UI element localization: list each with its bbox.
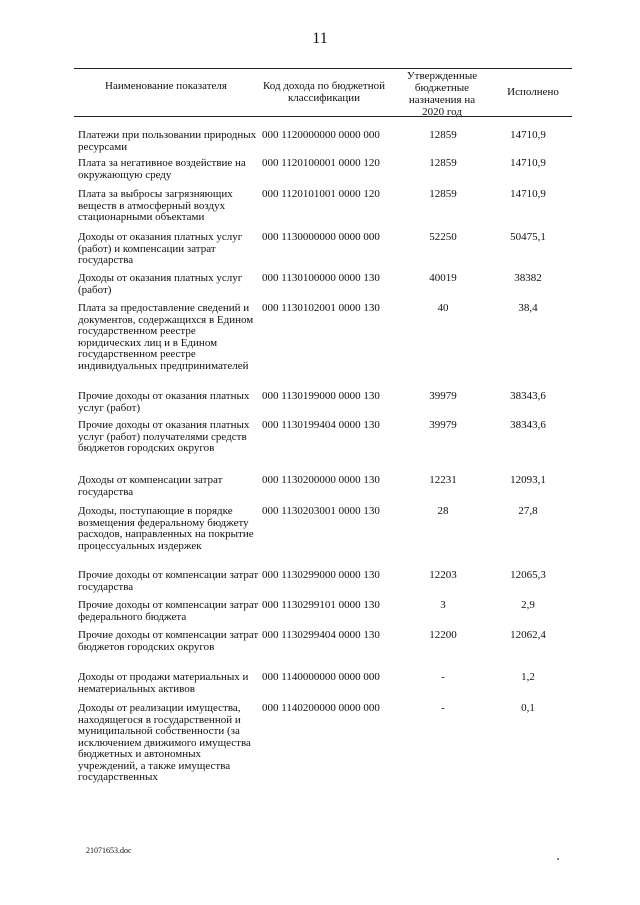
row-approved: 12859 [429,188,457,200]
row-approved: - [441,702,445,714]
row-code: 000 1130102001 0000 130 [262,302,380,314]
row-approved: 12203 [429,569,457,581]
row-executed: 14710,9 [510,188,546,200]
header-approved: Утвержденные бюджетные назначения на 2020 год [406,70,478,118]
row-code: 000 1130203001 0000 130 [262,505,380,517]
scan-dot [557,858,559,860]
header-executed: Исполнено [507,86,559,98]
footer-filename: 21071653.doc [86,846,132,855]
row-executed: 12065,3 [510,569,546,581]
row-name: Доходы, поступающие в порядке возмещения федеральному бюджету расходов, направленных на покрытие процессуальных издержек [78,505,254,552]
row-name: Плата за предоставление сведений и документов, содержащихся в Едином государственном реестре юридических лиц и в Едином государственном реестре индивидуальных предпринимателей [78,302,254,372]
row-name: Доходы от оказания платных услуг (работ) [78,272,243,296]
page-number: 11 [312,30,328,47]
row-approved: 39979 [429,419,457,431]
row-code: 000 1130299101 0000 130 [262,599,380,611]
row-executed: 14710,9 [510,157,546,169]
row-approved: 39979 [429,390,457,402]
row-executed: 38,4 [518,302,538,314]
row-code: 000 1120000000 0000 000 [262,129,380,141]
table-header-rule [74,116,572,117]
row-executed: 2,9 [521,599,535,611]
row-approved: 40019 [429,272,457,284]
row-name: Плата за негативное воздействие на окружающую среду [78,157,246,181]
row-name: Прочие доходы от компенсации затрат бюджетов городских округов [78,629,259,653]
row-code: 000 1140200000 0000 000 [262,702,380,714]
row-name: Доходы от продажи материальных и нематериальных активов [78,671,249,695]
row-approved: 12859 [429,129,457,141]
header-code: Код дохода по бюджетной классификации [262,80,386,104]
row-executed: 38343,6 [510,390,546,402]
row-name: Прочие доходы от компенсации затрат федерального бюджета [78,599,259,623]
row-approved: 28 [437,505,449,517]
row-code: 000 1140000000 0000 000 [262,671,380,683]
row-code: 000 1130199000 0000 130 [262,390,380,402]
row-executed: 38343,6 [510,419,546,431]
row-executed: 27,8 [518,505,538,517]
header-name: Наименование показателя [105,80,227,92]
row-approved: 12859 [429,157,457,169]
row-executed: 12093,1 [510,474,546,486]
row-code: 000 1130200000 0000 130 [262,474,380,486]
row-code: 000 1130100000 0000 130 [262,272,380,284]
row-executed: 12062,4 [510,629,546,641]
row-code: 000 1130299404 0000 130 [262,629,380,641]
row-code: 000 1130199404 0000 130 [262,419,380,431]
row-name: Доходы от компенсации затрат государства [78,474,223,498]
table-top-rule [74,68,572,69]
row-executed: 1,2 [521,671,535,683]
row-code: 000 1130000000 0000 000 [262,231,380,243]
row-name: Плата за выбросы загрязняющих веществ в атмосферный воздух стационарными объектами [78,188,233,223]
row-approved: 3 [440,599,446,611]
row-name: Доходы от реализации имущества, находящегося в государственной и муниципальной собственности (за исключением движимого имущества бюджетных и автономных учреждений, а также имущества государственных [78,702,251,783]
row-approved: 52250 [429,231,457,243]
row-executed: 50475,1 [510,231,546,243]
row-executed: 0,1 [521,702,535,714]
row-name: Платежи при пользовании природных ресурсами [78,129,257,153]
row-code: 000 1130299000 0000 130 [262,569,380,581]
row-name: Прочие доходы от оказания платных услуг (работ) получателями средств бюджетов городских округов [78,419,250,454]
row-approved: 12231 [429,474,457,486]
row-name: Прочие доходы от компенсации затрат государства [78,569,259,593]
row-code: 000 1120100001 0000 120 [262,157,380,169]
row-approved: 12200 [429,629,457,641]
row-approved: - [441,671,445,683]
row-name: Доходы от оказания платных услуг (работ) и компенсации затрат государства [78,231,243,266]
row-code: 000 1120101001 0000 120 [262,188,380,200]
row-approved: 40 [437,302,449,314]
row-executed: 14710,9 [510,129,546,141]
row-name: Прочие доходы от оказания платных услуг (работ) [78,390,250,414]
row-executed: 38382 [514,272,542,284]
